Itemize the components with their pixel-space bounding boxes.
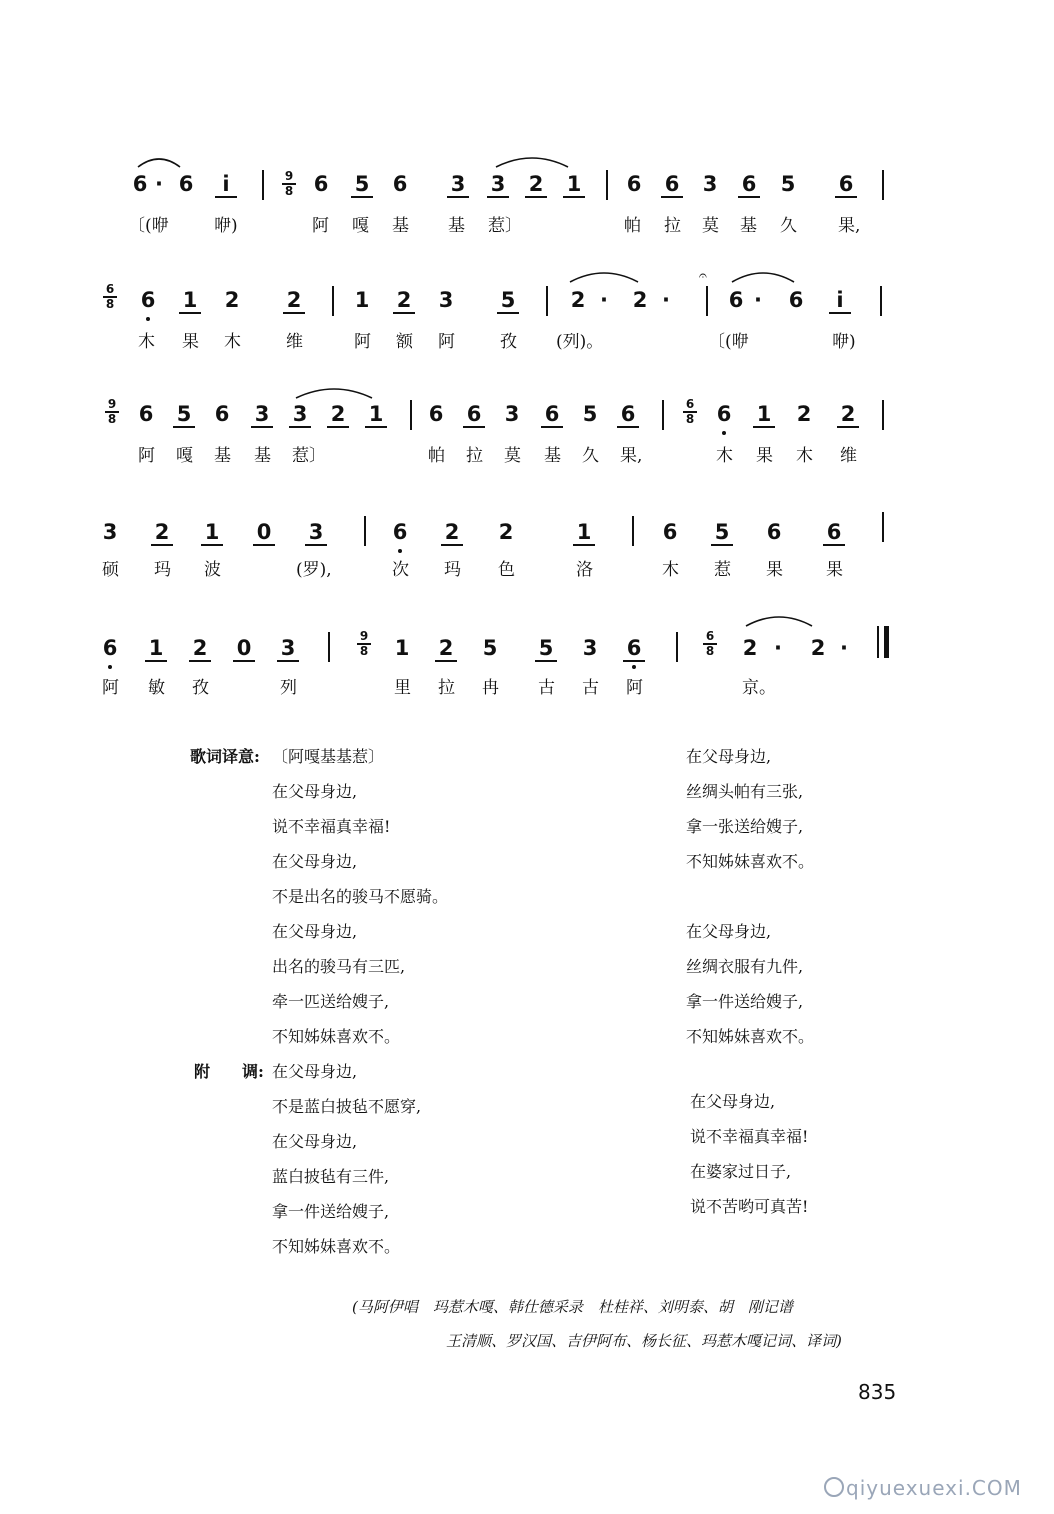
note: 6	[392, 172, 408, 196]
translation-line: 在父母身边,	[272, 1132, 358, 1151]
watermark-icon	[824, 1477, 844, 1497]
barline	[662, 400, 664, 430]
note: 6	[428, 402, 444, 426]
note: 6	[661, 172, 683, 198]
barline	[606, 170, 608, 200]
translation-line: 说不苦哟可真苦!	[690, 1197, 809, 1216]
lyric: 莫	[504, 446, 521, 466]
note: 5	[351, 172, 373, 198]
barline	[632, 516, 634, 546]
lyric: 京。	[742, 678, 776, 698]
note: i	[829, 288, 851, 314]
fermata: 𝄐	[699, 268, 707, 284]
note: 5	[173, 402, 195, 428]
note: 5	[582, 402, 598, 426]
note: 5	[482, 636, 498, 660]
dot: ·	[662, 288, 670, 312]
note: 6	[132, 172, 148, 196]
lyric: 玛	[444, 560, 461, 580]
lyric: 阿	[438, 332, 455, 352]
note: 2	[810, 636, 826, 660]
time-signature: 9 8	[357, 630, 371, 658]
barline	[332, 286, 334, 316]
lyric: 维	[840, 446, 857, 466]
lyric: 久	[780, 216, 797, 236]
lyric: 阿	[312, 216, 329, 236]
translation-line: 丝绸衣服有九件,	[686, 957, 804, 976]
translation-first-line: 〔阿嘎基基惹〕	[272, 747, 385, 766]
note: 6	[626, 172, 642, 196]
lyric: 〔(咿	[128, 216, 169, 236]
note: 6	[463, 402, 485, 428]
lyric: 〔(咿	[708, 332, 749, 352]
note: 2	[151, 520, 173, 546]
lyric: 果,	[838, 216, 861, 236]
lyric: 咿)	[832, 332, 856, 352]
note: 6	[138, 402, 154, 426]
note: 1	[394, 636, 410, 660]
lyric: 帕	[624, 216, 641, 236]
translation-line: 不知姊妹喜欢不。	[272, 1027, 401, 1046]
time-signature: 9 8	[282, 170, 296, 198]
final-barline-thick	[884, 626, 889, 658]
note: 0	[233, 636, 255, 662]
note: 5	[711, 520, 733, 546]
note: 2	[525, 172, 547, 198]
time-signature: 6 8	[703, 630, 717, 658]
lyric: 基	[254, 446, 271, 466]
watermark: qiyuexuexi.COM	[824, 1476, 1022, 1500]
note: 6	[137, 288, 159, 312]
note: 2	[283, 288, 305, 314]
note: 6	[662, 520, 678, 544]
translation-line: 在父母身边,	[686, 922, 772, 941]
barline	[882, 512, 884, 542]
page-number: 835	[858, 1380, 897, 1404]
translation-line: 丝绸头帕有三张,	[686, 782, 804, 801]
translation-line: 不是出名的骏马不愿骑。	[272, 887, 449, 906]
translation-line: 出名的骏马有三匹,	[272, 957, 406, 976]
lyric: 惹	[714, 560, 731, 580]
note: 2	[327, 402, 349, 428]
lyric: 木	[796, 446, 813, 466]
translation-line: 在父母身边,	[272, 782, 358, 801]
translation-line: 在父母身边,	[272, 922, 358, 941]
note: 2	[441, 520, 463, 546]
lyric: 洛	[576, 560, 593, 580]
dot: ·	[155, 172, 163, 196]
note: 2	[742, 636, 758, 660]
note: 0	[253, 520, 275, 546]
lyric: 阿	[354, 332, 371, 352]
lyric: 硕	[102, 560, 119, 580]
note: 3	[702, 172, 718, 196]
time-signature: 9 8	[105, 398, 119, 426]
note: 5	[535, 636, 557, 662]
lyric: 敏	[148, 678, 165, 698]
lyric: 拉	[438, 678, 455, 698]
note: 2	[435, 636, 457, 662]
lyric: 惹〕	[488, 216, 522, 236]
translation-label: 歌词译意:	[190, 747, 260, 766]
lyric: 阿	[102, 678, 119, 698]
lyric: 果,	[620, 446, 643, 466]
note: 6	[728, 288, 744, 312]
barline	[880, 286, 882, 316]
lyric: 果	[826, 560, 843, 580]
note: 3	[277, 636, 299, 662]
translation-line: 蓝白披毡有三件,	[272, 1167, 390, 1186]
translation-line: 说不幸福真幸福!	[690, 1127, 809, 1146]
lyric: (罗),	[296, 560, 332, 580]
translation-line: 在父母身边,	[272, 852, 358, 871]
note: 3	[102, 520, 118, 544]
translation-line: 说不幸福真幸福!	[272, 817, 391, 836]
lyric: (列)。	[556, 332, 604, 352]
lyric: 果	[756, 446, 773, 466]
barline	[328, 632, 330, 662]
lyric: 基	[740, 216, 757, 236]
note: i	[215, 172, 237, 198]
translation-line: 在父母身边,	[686, 747, 772, 766]
lyric: 阿	[138, 446, 155, 466]
translation-line: 不知姊妹喜欢不。	[686, 852, 815, 871]
dot: ·	[774, 636, 782, 660]
note: 6	[214, 402, 230, 426]
note: 2	[393, 288, 415, 314]
slur	[730, 268, 796, 284]
slur	[136, 155, 182, 169]
note: 3	[487, 172, 509, 198]
note: 6	[788, 288, 804, 312]
note: 1	[354, 288, 370, 312]
dot: ·	[754, 288, 762, 312]
lyric: 嘎	[176, 446, 193, 466]
note: 2	[498, 520, 514, 544]
translation-line: 在婆家过日子,	[690, 1162, 792, 1181]
translation-line: 不知姊妹喜欢不。	[686, 1027, 815, 1046]
credits-line-1: (马阿伊唱 玛惹木嘎、韩仕德采录 杜桂祥、刘明泰、胡 刚记谱	[352, 1298, 793, 1316]
translation-line: 拿一件送给嫂子,	[272, 1202, 390, 1221]
time-signature: 6 8	[103, 283, 117, 311]
translation-line: 在父母身边,	[690, 1092, 776, 1111]
lyric: 孜	[500, 332, 517, 352]
barline	[706, 286, 708, 316]
note: 3	[582, 636, 598, 660]
slur	[744, 612, 814, 628]
slur	[294, 384, 374, 400]
lyric: 咿)	[214, 216, 238, 236]
note: 3	[447, 172, 469, 198]
note: 6	[766, 520, 782, 544]
appendix-label: 附 调:	[194, 1062, 264, 1081]
barline	[364, 516, 366, 546]
barline	[676, 632, 678, 662]
dot: ·	[600, 288, 608, 312]
note: 2	[796, 402, 812, 426]
lyric: 色	[498, 560, 515, 580]
note: 1	[573, 520, 595, 546]
translation-line: 不知姊妹喜欢不。	[272, 1237, 401, 1256]
note: 6	[99, 636, 121, 660]
lyric: 列	[280, 678, 297, 698]
lyric: 木	[662, 560, 679, 580]
translation-line: 不是蓝白披毡不愿穿,	[272, 1097, 422, 1116]
note: 1	[563, 172, 585, 198]
note: 1	[753, 402, 775, 428]
lyric: 久	[582, 446, 599, 466]
note: 6	[178, 172, 194, 196]
note: 2	[632, 288, 648, 312]
lyric: 孜	[192, 678, 209, 698]
lyric: 阿	[626, 678, 643, 698]
lyric: 基	[392, 216, 409, 236]
slur	[494, 153, 570, 169]
lyric: 嘎	[352, 216, 369, 236]
translation-line: 拿一件送给嫂子,	[686, 992, 804, 1011]
note: 3	[251, 402, 273, 428]
lyric: 里	[394, 678, 411, 698]
note: 6	[617, 402, 639, 428]
note: 2	[837, 402, 859, 428]
barline	[410, 400, 412, 430]
note: 6	[623, 636, 645, 662]
translation-line: 拿一张送给嫂子,	[686, 817, 804, 836]
note: 3	[289, 402, 311, 428]
note: 3	[504, 402, 520, 426]
note: 6	[541, 402, 563, 428]
lyric: 果	[766, 560, 783, 580]
note: 6	[713, 402, 735, 426]
barline	[882, 400, 884, 430]
translation-line: 牵一匹送给嫂子,	[272, 992, 390, 1011]
note: 6	[835, 172, 857, 198]
barline	[546, 286, 548, 316]
lyric: 拉	[466, 446, 483, 466]
barline	[882, 170, 884, 200]
note: 3	[438, 288, 454, 312]
lyric: 拉	[664, 216, 681, 236]
credits-line-2: 王清顺、罗汉国、吉伊阿布、杨长征、玛惹木嘎记词、译词)	[446, 1332, 842, 1350]
lyric: 木	[224, 332, 241, 352]
lyric: 古	[538, 678, 555, 698]
lyric: 基	[214, 446, 231, 466]
lyric: 惹〕	[292, 446, 326, 466]
lyric: 次	[392, 560, 409, 580]
slur	[568, 268, 640, 284]
barline	[262, 170, 264, 200]
lyric: 额	[396, 332, 413, 352]
note: 3	[305, 520, 327, 546]
lyric: 木	[138, 332, 155, 352]
note: 6	[823, 520, 845, 546]
lyric: 冉	[482, 678, 499, 698]
note: 1	[179, 288, 201, 314]
music-score	[0, 0, 1054, 720]
note: 6	[389, 520, 411, 544]
lyric: 维	[286, 332, 303, 352]
note: 6	[738, 172, 760, 198]
dot: ·	[840, 636, 848, 660]
note: 5	[497, 288, 519, 314]
lyric: 基	[544, 446, 561, 466]
lyric: 基	[448, 216, 465, 236]
note: 2	[189, 636, 211, 662]
lyric: 木	[716, 446, 733, 466]
lyric: 莫	[702, 216, 719, 236]
note: 1	[365, 402, 387, 428]
lyric: 帕	[428, 446, 445, 466]
time-signature: 6 8	[683, 398, 697, 426]
lyric: 波	[204, 560, 221, 580]
note: 2	[224, 288, 240, 312]
lyric: 玛	[154, 560, 171, 580]
note: 6	[313, 172, 329, 196]
lyric: 果	[182, 332, 199, 352]
lyric: 古	[582, 678, 599, 698]
final-barline-thin	[877, 626, 879, 658]
note: 1	[145, 636, 167, 662]
note: 1	[201, 520, 223, 546]
note: 2	[570, 288, 586, 312]
note: 5	[780, 172, 796, 196]
appendix-first-line: 在父母身边,	[272, 1062, 358, 1081]
